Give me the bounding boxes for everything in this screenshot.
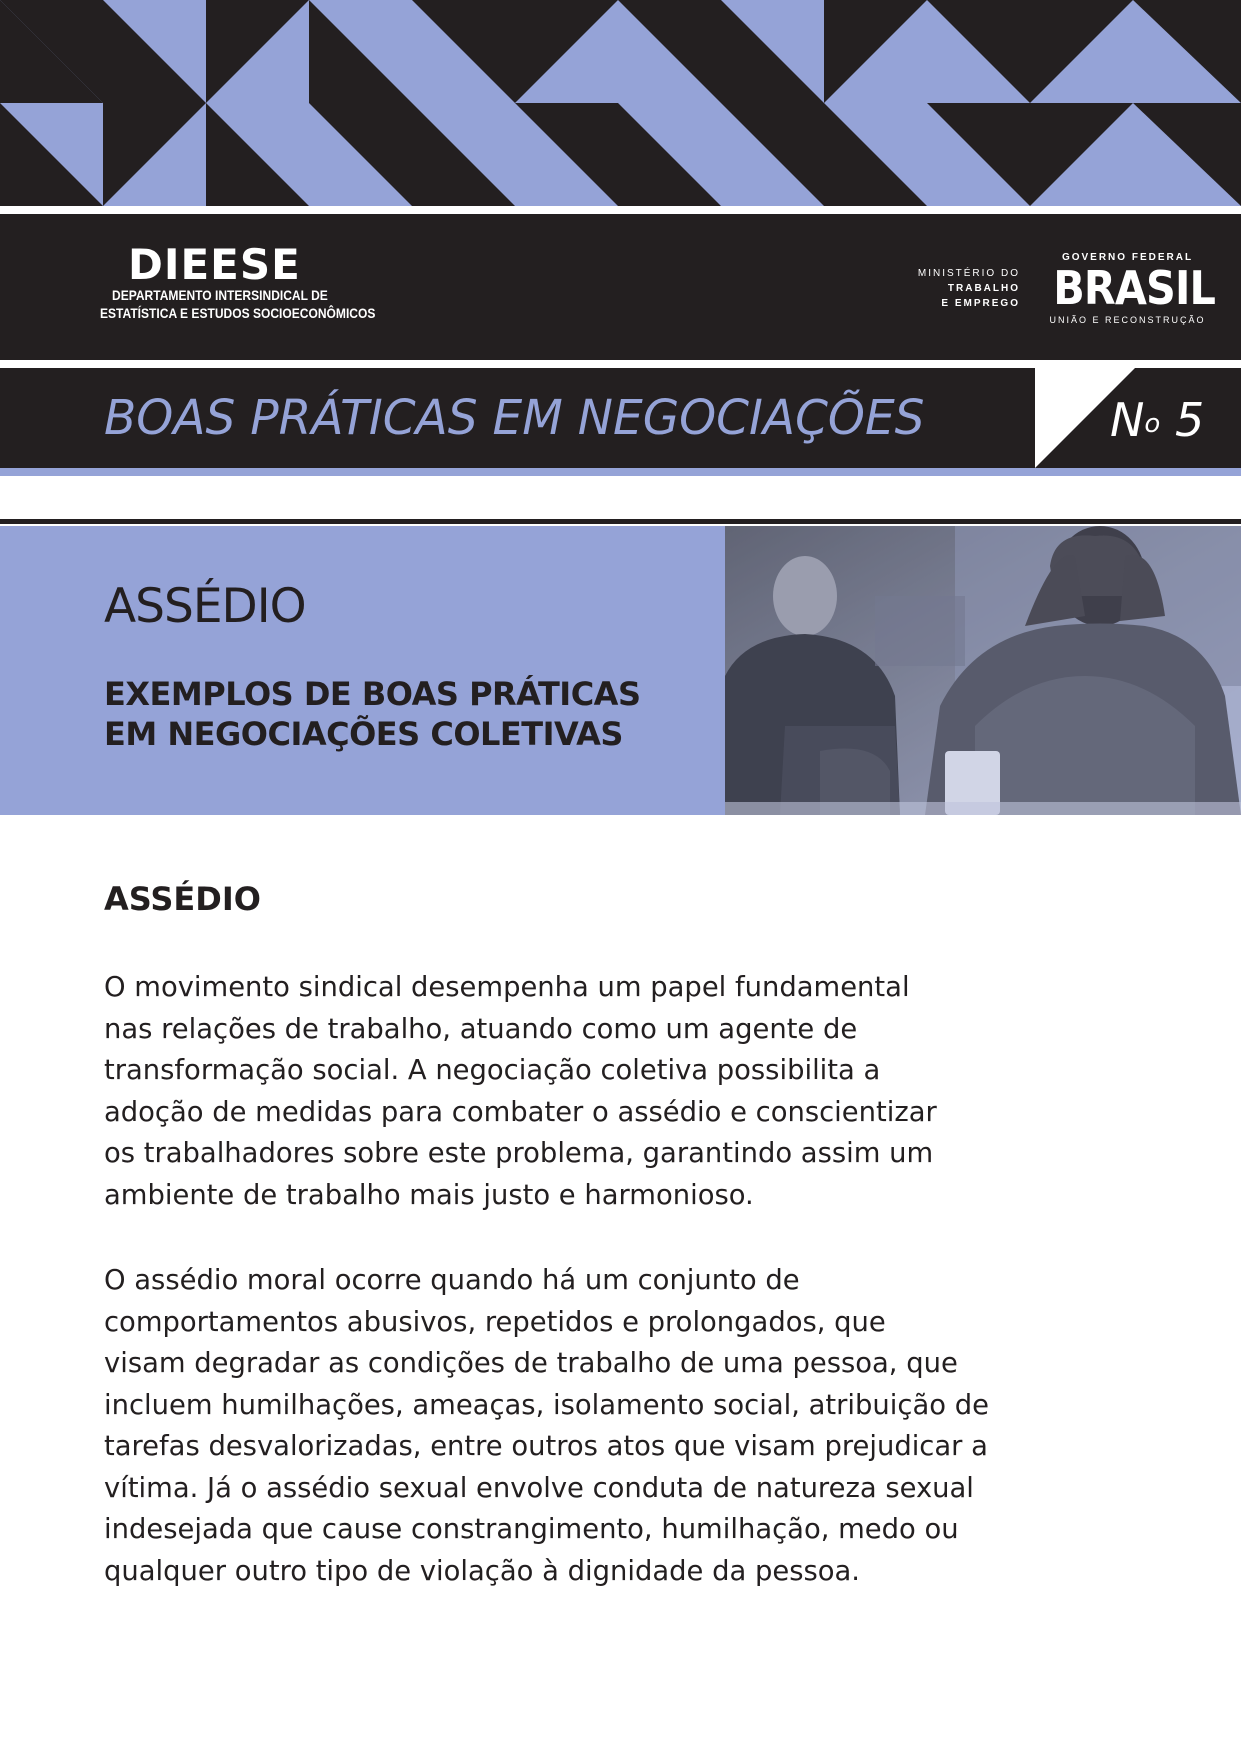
paragraph-1-line: O movimento sindical desempenha um papel fundamental <box>104 972 910 1003</box>
paragraph-2-line: qualquer outro tipo de violação à dignidade da pessoa. <box>104 1555 860 1587</box>
stressed-worker-photo <box>725 526 1241 815</box>
hero-title: ASSÉDIO <box>104 579 306 634</box>
paragraph-2-line: indesejada que cause constrangimento, humilhação, medo ou <box>104 1514 959 1545</box>
dieese-logo <box>100 240 420 322</box>
paragraph-1-line: os trabalhadores sobre este problema, garantindo assim um <box>104 1138 934 1169</box>
title-underline <box>0 468 1241 476</box>
ministry-line-2: TRABALHO <box>947 283 1020 294</box>
logo-bar <box>0 214 1241 360</box>
paragraph-2-line: comportamentos abusivos, repetidos e prolongados, que <box>104 1306 886 1338</box>
issue-number-prefix: N <box>1110 393 1145 447</box>
dieese-line-2: ESTATÍSTICA E ESTUDOS SOCIOECONÔMICOS <box>100 305 376 321</box>
paragraph-2-line: visam degradar as condições de trabalho de uma pessoa, que <box>104 1348 958 1379</box>
paragraph-1 <box>104 967 1064 1216</box>
paragraph-1-line: ambiente de trabalho mais justo e harmonioso. <box>104 1179 754 1211</box>
ministry-logo <box>870 266 1020 311</box>
paragraph-2-line: O assédio moral ocorre quando há um conjunto de <box>104 1265 800 1296</box>
paragraph-1-line: transformação social. A negociação coletiva possibilita a <box>104 1055 881 1086</box>
hero-subtitle-line-1: EXEMPLOS DE BOAS PRÁTICAS <box>104 675 641 713</box>
government-top: GOVERNO FEDERAL <box>1061 252 1194 263</box>
government-motto: UNIÃO E RECONSTRUÇÃO <box>1049 315 1206 325</box>
triangle-pattern-graphic <box>0 0 1241 206</box>
paragraph-2-line: tarefas desvalorizadas, entre outros atos que visam prejudicar a <box>104 1431 988 1462</box>
paragraph-2 <box>104 1260 1064 1592</box>
paragraph-2-line: incluem humilhações, ameaças, isolamento social, atribuição de <box>104 1389 989 1421</box>
ministry-line-3: E EMPREGO <box>941 298 1020 309</box>
issue-number-value: 5 <box>1174 393 1205 447</box>
dieese-line-1: DEPARTAMENTO INTERSINDICAL DE <box>112 287 328 303</box>
divider-line <box>0 519 1241 524</box>
government-name: BRASIL <box>1053 261 1215 315</box>
paragraph-1-line: nas relações de trabalho, atuando como um agente de <box>104 1013 858 1045</box>
hero-subtitle-line-2: EM NEGOCIAÇÕES COLETIVAS <box>104 715 623 753</box>
header-triangle-pattern <box>0 0 1241 206</box>
issue-number-sup: o <box>1144 409 1161 439</box>
section-heading: ASSÉDIO <box>104 880 261 918</box>
ministry-line-1: MINISTÉRIO DO <box>917 268 1020 279</box>
series-title: BOAS PRÁTICAS EM NEGOCIAÇÕES <box>104 390 925 446</box>
paragraph-2-line: vítima. Já o assédio sexual envolve conduta de natureza sexual <box>104 1472 974 1504</box>
government-logo <box>1045 252 1215 325</box>
series-title-bar <box>0 368 1241 468</box>
paragraph-1-line: adoção de medidas para combater o assédio e conscientizar <box>104 1096 937 1128</box>
issue-number <box>1110 394 1204 446</box>
hero-subtitle <box>104 674 704 754</box>
hero-banner <box>0 526 1241 815</box>
dieese-wordmark: DIEESE <box>128 240 301 289</box>
